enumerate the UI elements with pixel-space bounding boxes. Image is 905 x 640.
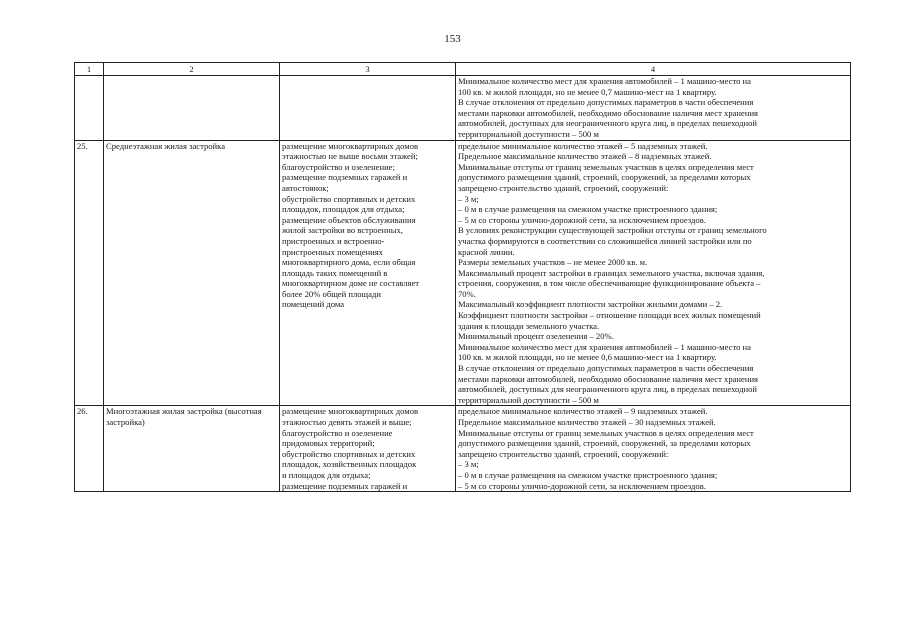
text-line: строения, сооружения, в том числе обеспечивающие функционирование объекта – xyxy=(458,278,761,289)
text-line: жилой застройки во встроенных, xyxy=(282,225,403,236)
text-line: автомобилей, доступных для неограниченного круга лиц, в пределах пешеходной xyxy=(458,384,757,395)
parameters xyxy=(456,406,851,492)
column-header-1: 1 xyxy=(75,63,104,76)
text-line: и площадок для отдыха; xyxy=(282,469,371,480)
text-line: размещение многоквартирных домов xyxy=(282,406,419,417)
text-line: В случае отклонения от предельно допустимых параметров в части обеспечения xyxy=(458,97,754,108)
text-line: – 0 м в случае размещения на смежном участке пристроенного здания; xyxy=(458,204,718,215)
text-line: предельное минимальное количество этажей – 5 надземных этажей. xyxy=(458,140,708,151)
text-line: Предельное максимальное количество этажей – 8 надземных этажей. xyxy=(458,151,712,162)
text-line: придомовых территорий; xyxy=(282,438,375,449)
text-line: обустройство спортивных и детских xyxy=(282,448,416,459)
text-line: Минимальное количество мест для хранения автомобилей – 1 машино-место на xyxy=(458,341,751,352)
text-line: участка формируются в соответствии со сложившейся линией застройки или по xyxy=(458,235,752,246)
text-line: допустимого размещения зданий, строений, сооружений, за пределами которых xyxy=(458,172,751,183)
column-header-4: 4 xyxy=(456,63,851,76)
text-line: – 5 м со стороны улично-дорожной сети, за исключением проездов. xyxy=(458,214,706,225)
column-header-3: 3 xyxy=(280,63,456,76)
row-number: 26. xyxy=(75,406,104,492)
text-line: – 5 м со стороны улично-дорожной сети, за исключением проездов. xyxy=(458,480,706,491)
text-line: пристроенных и встроенно- xyxy=(282,235,385,246)
text-line: пристроенных помещениях xyxy=(282,246,383,257)
regulations-table xyxy=(74,62,851,492)
text-line: многоквартирного дома, если общая xyxy=(282,257,416,268)
table-row xyxy=(75,406,851,492)
header-row xyxy=(75,63,851,76)
text-line: Коэффициент плотности застройки – отношение площади всех жилых помещений xyxy=(458,310,761,321)
text-line: допустимого размещения зданий, строений, сооружений, за пределами которых xyxy=(458,438,751,449)
text-line: Минимальные отступы от границ земельных участков в целях определения мест xyxy=(458,161,754,172)
text-line: площадок, площадок для отдыха; xyxy=(282,204,405,215)
text-line: этажностью девять этажей и выше; xyxy=(282,417,412,427)
text-line: – 3 м; xyxy=(458,193,479,204)
text-line: автомобилей, доступных для неограниченного круга лиц, в пределах пешеходной xyxy=(458,118,757,129)
text-line: В условиях реконструкции существующей застройки отступы от границ земельного xyxy=(458,225,767,236)
text-line: запрещено строительство зданий, строений, сооружений: xyxy=(458,182,669,193)
text-line: запрещено строительство зданий, строений, сооружений: xyxy=(458,448,669,459)
table-row xyxy=(75,140,851,406)
permitted-use xyxy=(280,76,456,141)
text-line: предельное минимальное количество этажей – 9 надземных этажей. xyxy=(458,406,708,417)
text-line: – 3 м; xyxy=(458,459,479,470)
text-line: благоустройство и озеленение; xyxy=(282,161,395,172)
text-line: этажностью не выше восьми этажей; xyxy=(282,151,418,162)
parameters xyxy=(456,140,851,406)
text-line: местами парковки автомобилей, необходимо обоснование наличия мест хранения xyxy=(458,373,758,384)
text-line: размещение подземных гаражей и xyxy=(282,172,408,183)
text-line: размещение объектов обслуживания xyxy=(282,214,416,225)
table-row xyxy=(75,76,851,141)
text-line: 100 кв. м жилой площади, но не менее 0,6 машино-мест на 1 квартиру. xyxy=(458,352,717,363)
text-line: помещений дома xyxy=(282,299,345,310)
text-line: территориальной доступности – 500 м xyxy=(458,394,599,405)
text-line: размещение подземных гаражей и xyxy=(282,480,408,491)
text-line: Минимальные отступы от границ земельных участков в целях определения мест xyxy=(458,427,754,438)
text-line: Размеры земельных участков – не менее 2000 кв. м. xyxy=(458,257,648,268)
text-line: площадок, хозяйственных площадок xyxy=(282,459,417,470)
permitted-use xyxy=(280,406,456,492)
text-line: 100 кв. м жилой площади, но не менее 0,7 машино-мест на 1 квартиру. xyxy=(458,86,717,97)
permitted-use xyxy=(280,140,456,406)
page-number: 153 xyxy=(444,33,461,45)
row-number: 25. xyxy=(75,140,104,406)
text-line: красной линии. xyxy=(458,246,515,257)
text-line: многоквартирном доме не составляет xyxy=(282,278,420,289)
text-line: размещение многоквартирных домов xyxy=(282,140,419,151)
text-line: Предельное максимальное количество этажей – 30 надземных этажей. xyxy=(458,417,716,427)
parameters xyxy=(456,76,851,141)
text-line: здания к площади земельного участка. xyxy=(458,320,600,331)
text-line: В случае отклонения от предельно допустимых параметров в части обеспечения xyxy=(458,363,754,374)
text-line: Минимальное количество мест для хранения автомобилей – 1 машино-место на xyxy=(458,76,751,86)
column-header-2: 2 xyxy=(104,63,280,76)
zone-name xyxy=(104,76,280,141)
zone-name: Среднеэтажная жилая застройка xyxy=(104,140,280,406)
text-line: 70%. xyxy=(458,288,476,299)
text-line: обустройство спортивных и детских xyxy=(282,193,416,204)
text-line: Максимальный коэффициент плотности застройки жилыми домами – 2. xyxy=(458,299,723,310)
text-line: местами парковки автомобилей, необходимо обоснование наличия мест хранения xyxy=(458,107,758,118)
text-line: благоустройство и озеленение xyxy=(282,427,393,438)
text-line: более 20% общей площади xyxy=(282,288,381,299)
text-line: Максимальный процент застройки в границах земельного участка, включая здания, xyxy=(458,267,765,278)
row-number xyxy=(75,76,104,141)
text-line: автостоянок; xyxy=(282,182,329,193)
text-line: площадь таких помещений в xyxy=(282,267,388,278)
text-line: – 0 м в случае размещения на смежном участке пристроенного здания; xyxy=(458,469,718,480)
text-line: Минимальный процент озеленения – 20%. xyxy=(458,331,614,342)
text-line: территориальной доступности – 500 м xyxy=(458,128,599,139)
zone-name: Многоэтажная жилая застройка (высотная застройка) xyxy=(104,406,280,492)
